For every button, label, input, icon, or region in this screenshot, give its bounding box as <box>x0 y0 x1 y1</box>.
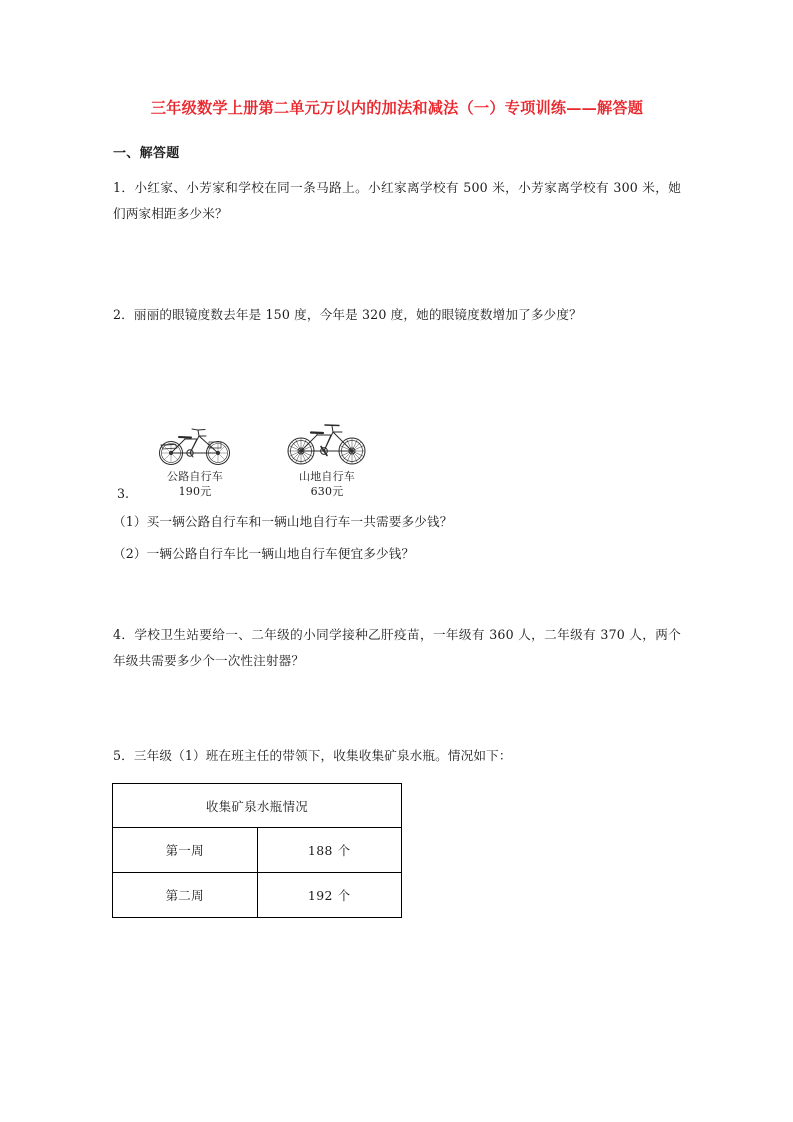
bicycle-item-mountain <box>275 416 379 499</box>
bottle-count-unit: 个 <box>337 843 351 859</box>
table-row <box>113 873 402 918</box>
question-3-sub-2: （2）一辆公路自行车比一辆山地自行车便宜多少钱？ <box>113 545 415 561</box>
bottle-count-unit: 个 <box>337 888 351 904</box>
question-3-sub-1: （1）买一辆公路自行车和一辆山地自行车一共需要多少钱？ <box>113 514 453 530</box>
table-row <box>113 828 402 873</box>
table-header-row <box>113 784 402 828</box>
question-4: 4．学校卫生站要给一、二年级的小同学接种乙肝疫苗，一年级有 360 人，二年级有 370 人，两个年级共需要多少个一次性注射器？ <box>113 626 681 668</box>
document-content <box>113 0 681 918</box>
table-cell-week-count <box>257 828 402 873</box>
bicycle-item-road <box>143 416 247 499</box>
bottle-count-value: 188 <box>307 843 333 859</box>
page-title: 三年级数学上册第二单元万以内的加法和减法（一）专项训练——解答题 <box>150 99 644 117</box>
table-title-cell: 收集矿泉水瓶情况 <box>113 784 402 828</box>
question-2: 2．丽丽的眼镜度数去年是 150 度，今年是 320 度，她的眼镜度数增加了多少度？ <box>113 307 582 323</box>
bicycle-name-road: 公路自行车 <box>167 470 223 484</box>
question-3 <box>113 328 681 566</box>
bicycle-price-road: 190元 <box>178 485 212 499</box>
road-bicycle-icon <box>143 416 247 468</box>
bicycle-price-mountain: 630元 <box>310 485 344 499</box>
table-cell-week-count <box>257 873 402 918</box>
bicycle-price-figure <box>113 416 681 502</box>
bottle-collection-table <box>112 783 402 918</box>
section-heading: 一、解答题 <box>113 145 180 161</box>
bottle-count-value: 192 <box>307 888 333 904</box>
mountain-bicycle-icon <box>275 416 379 468</box>
bicycle-name-mountain: 山地自行车 <box>299 470 355 484</box>
table-cell-week-label: 第一周 <box>113 828 258 873</box>
question-1: 1．小红家、小芳家和学校在同一条马路上。小红家离学校有 500 米，小芳家离学校有 300 米，她们两家相距多少米？ <box>113 179 681 221</box>
table-cell-week-label: 第二周 <box>113 873 258 918</box>
question-5: 5．三年级（1）班在班主任的带领下，收集收集矿泉水瓶。情况如下： <box>113 748 512 764</box>
question-3-number: 3. <box>117 486 130 502</box>
